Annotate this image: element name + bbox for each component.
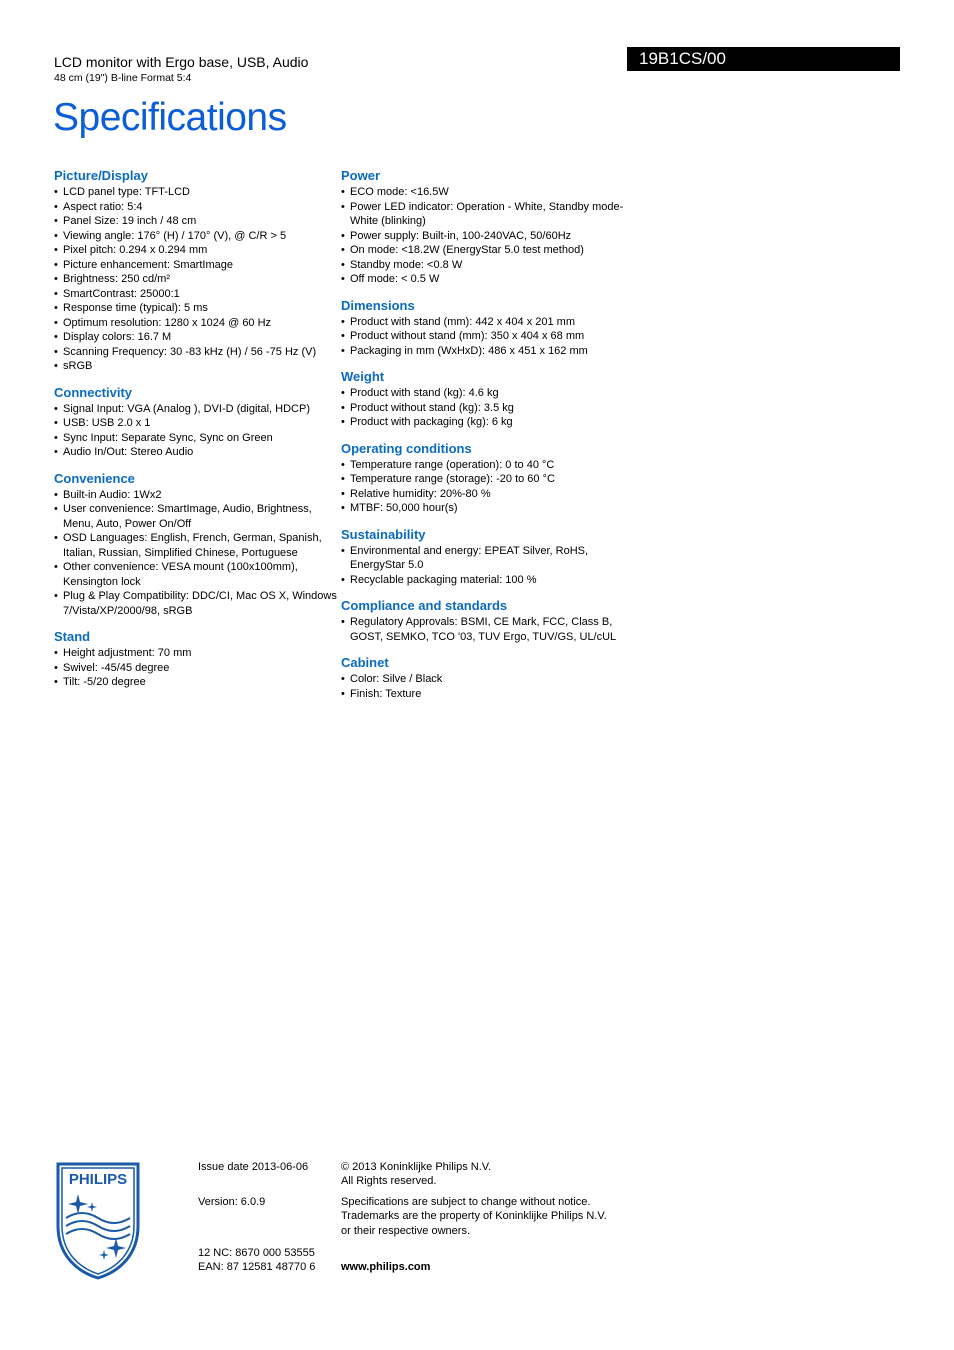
section-heading: Convenience (54, 470, 135, 486)
spec-item: • LCD panel type: TFT-LCD (54, 185, 339, 200)
spec-section (341, 441, 626, 516)
spec-section (341, 527, 626, 588)
section-heading: Cabinet (341, 655, 389, 670)
page-title: Specifications (53, 96, 287, 139)
spec-list (341, 315, 626, 359)
left-spec-column (54, 168, 339, 701)
website-link[interactable]: www.philips.com (341, 1261, 431, 1273)
spec-section (54, 168, 339, 374)
spec-item: • OSD Languages: English, French, German, Spanish, Italian, Russian, Simplified Chinese, Portuguese (54, 531, 339, 560)
spec-item: • Aspect ratio: 5:4 (54, 200, 339, 215)
spec-item: • Swivel: -45/45 degree (54, 661, 339, 676)
spec-item: • Off mode: < 0.5 W (341, 272, 626, 287)
spec-list (341, 458, 626, 516)
spec-section (341, 598, 626, 644)
rights: All Rights reserved. (341, 1175, 437, 1187)
philips-logo-text: PHILIPS (68, 1171, 128, 1188)
spec-item: • Standby mode: <0.8 W (341, 258, 626, 273)
spec-item: • Temperature range (storage): -20 to 60 °C (341, 472, 626, 487)
spec-item: • Optimum resolution: 1280 x 1024 @ 60 Hz (54, 316, 339, 331)
spec-item: • Viewing angle: 176° (H) / 170° (V), @ C/R > 5 (54, 229, 339, 244)
model-badge: 19B1CS/00 (627, 47, 900, 71)
spec-list (341, 185, 626, 287)
section-heading: Picture/Display (54, 168, 148, 183)
header-subtitle: 48 cm (19") B-line Format 5:4 (54, 72, 192, 84)
spec-list (54, 488, 339, 619)
spec-item: • Product with stand (mm): 442 x 404 x 201 mm (341, 315, 626, 330)
ean-code: EAN: 87 12581 48770 6 (198, 1261, 316, 1273)
spec-item: • Height adjustment: 70 mm (54, 646, 339, 661)
spec-item: • On mode: <18.2W (EnergyStar 5.0 test method) (341, 243, 626, 258)
section-heading: Stand (54, 629, 91, 644)
spec-section (341, 298, 626, 359)
spec-section (341, 369, 626, 430)
spec-item: • SmartContrast: 25000:1 (54, 287, 339, 302)
spec-item: • ECO mode: <16.5W (341, 185, 626, 200)
spec-item: • Temperature range (operation): 0 to 40 °C (341, 458, 626, 473)
spec-list (341, 672, 626, 701)
section-heading: Operating conditions (341, 440, 472, 456)
spec-item: • sRGB (54, 359, 339, 374)
disclaimer-line-2: Trademarks are the property of Koninklijke Philips N.V. (341, 1210, 607, 1222)
spec-item: • Power LED indicator: Operation - White, Standby mode- White (blinking) (341, 200, 626, 229)
spec-item: • USB: USB 2.0 x 1 (54, 416, 339, 431)
spec-section (54, 471, 339, 619)
issue-date: Issue date 2013-06-06 (198, 1161, 309, 1173)
spec-item: • Product without stand (kg): 3.5 kg (341, 401, 626, 416)
spec-item: • Product without stand (mm): 350 x 404 x 68 mm (341, 329, 626, 344)
spec-item: • Regulatory Approvals: BSMI, CE Mark, FCC, Class B, GOST, SEMKO, TCO '03, TUV Ergo, TUV/GS, UL/cUL (341, 615, 626, 644)
copyright: © 2013 Koninklijke Philips N.V. (341, 1161, 492, 1173)
spec-list (341, 386, 626, 430)
spec-item: • Display colors: 16.7 M (54, 330, 339, 345)
spec-section (341, 168, 626, 287)
spec-item: • Response time (typical): 5 ms (54, 301, 339, 316)
section-heading: Weight (341, 369, 385, 384)
spec-list (54, 646, 339, 690)
spec-item: • Packaging in mm (WxHxD): 486 x 451 x 162 mm (341, 344, 626, 359)
spec-section (341, 655, 626, 701)
spec-list (54, 185, 339, 374)
spec-item: • Recyclable packaging material: 100 % (341, 573, 626, 588)
spec-list (341, 544, 626, 588)
section-heading: Compliance and standards (341, 598, 508, 613)
spec-item: • User convenience: SmartImage, Audio, Brightness, Menu, Auto, Power On/Off (54, 502, 339, 531)
right-spec-column (341, 168, 626, 712)
spec-section (54, 629, 339, 690)
section-heading: Sustainability (341, 526, 426, 542)
section-heading: Connectivity (54, 384, 133, 400)
spec-item: • Power supply: Built-in, 100-240VAC, 50/60Hz (341, 229, 626, 244)
spec-item: • Plug & Play Compatibility: DDC/CI, Mac OS X, Windows 7/Vista/XP/2000/98, sRGB (54, 589, 339, 618)
disclaimer-line-3: or their respective owners. (341, 1225, 470, 1237)
spec-item: • Scanning Frequency: 30 -83 kHz (H) / 56 -75 Hz (V) (54, 345, 339, 360)
spec-section (54, 385, 339, 460)
disclaimer-line-1: Specifications are subject to change without notice. (341, 1196, 591, 1208)
spec-item: • Sync Input: Separate Sync, Sync on Green (54, 431, 339, 446)
header-title: LCD monitor with Ergo base, USB, Audio (54, 54, 309, 70)
spec-item: • Product with stand (kg): 4.6 kg (341, 386, 626, 401)
spec-item: • Other convenience: VESA mount (100x100mm), Kensington lock (54, 560, 339, 589)
spec-item: • Picture enhancement: SmartImage (54, 258, 339, 273)
section-heading: Dimensions (341, 297, 415, 313)
spec-item: • Pixel pitch: 0.294 x 0.294 mm (54, 243, 339, 258)
spec-item: • MTBF: 50,000 hour(s) (341, 501, 626, 516)
spec-item: • Environmental and energy: EPEAT Silver, RoHS, EnergyStar 5.0 (341, 544, 626, 573)
philips-shield-logo (54, 1160, 142, 1280)
spec-item: • Relative humidity: 20%-80 % (341, 487, 626, 502)
version: Version: 6.0.9 (198, 1196, 266, 1208)
spec-list (54, 402, 339, 460)
spec-item: • Audio In/Out: Stereo Audio (54, 445, 339, 460)
spec-item: • Finish: Texture (341, 687, 626, 702)
section-heading: Power (341, 168, 381, 183)
footer (54, 1160, 614, 1290)
spec-item: • Tilt: -5/20 degree (54, 675, 339, 690)
spec-item: • Signal Input: VGA (Analog ), DVI-D (digital, HDCP) (54, 402, 339, 417)
spec-item: • Color: Silve / Black (341, 672, 626, 687)
spec-item: • Panel Size: 19 inch / 48 cm (54, 214, 339, 229)
twelve-nc: 12 NC: 8670 000 53555 (198, 1247, 315, 1259)
spec-item: • Product with packaging (kg): 6 kg (341, 415, 626, 430)
spec-item: • Brightness: 250 cd/m² (54, 272, 339, 287)
spec-list (341, 615, 626, 644)
spec-item: • Built-in Audio: 1Wx2 (54, 488, 339, 503)
